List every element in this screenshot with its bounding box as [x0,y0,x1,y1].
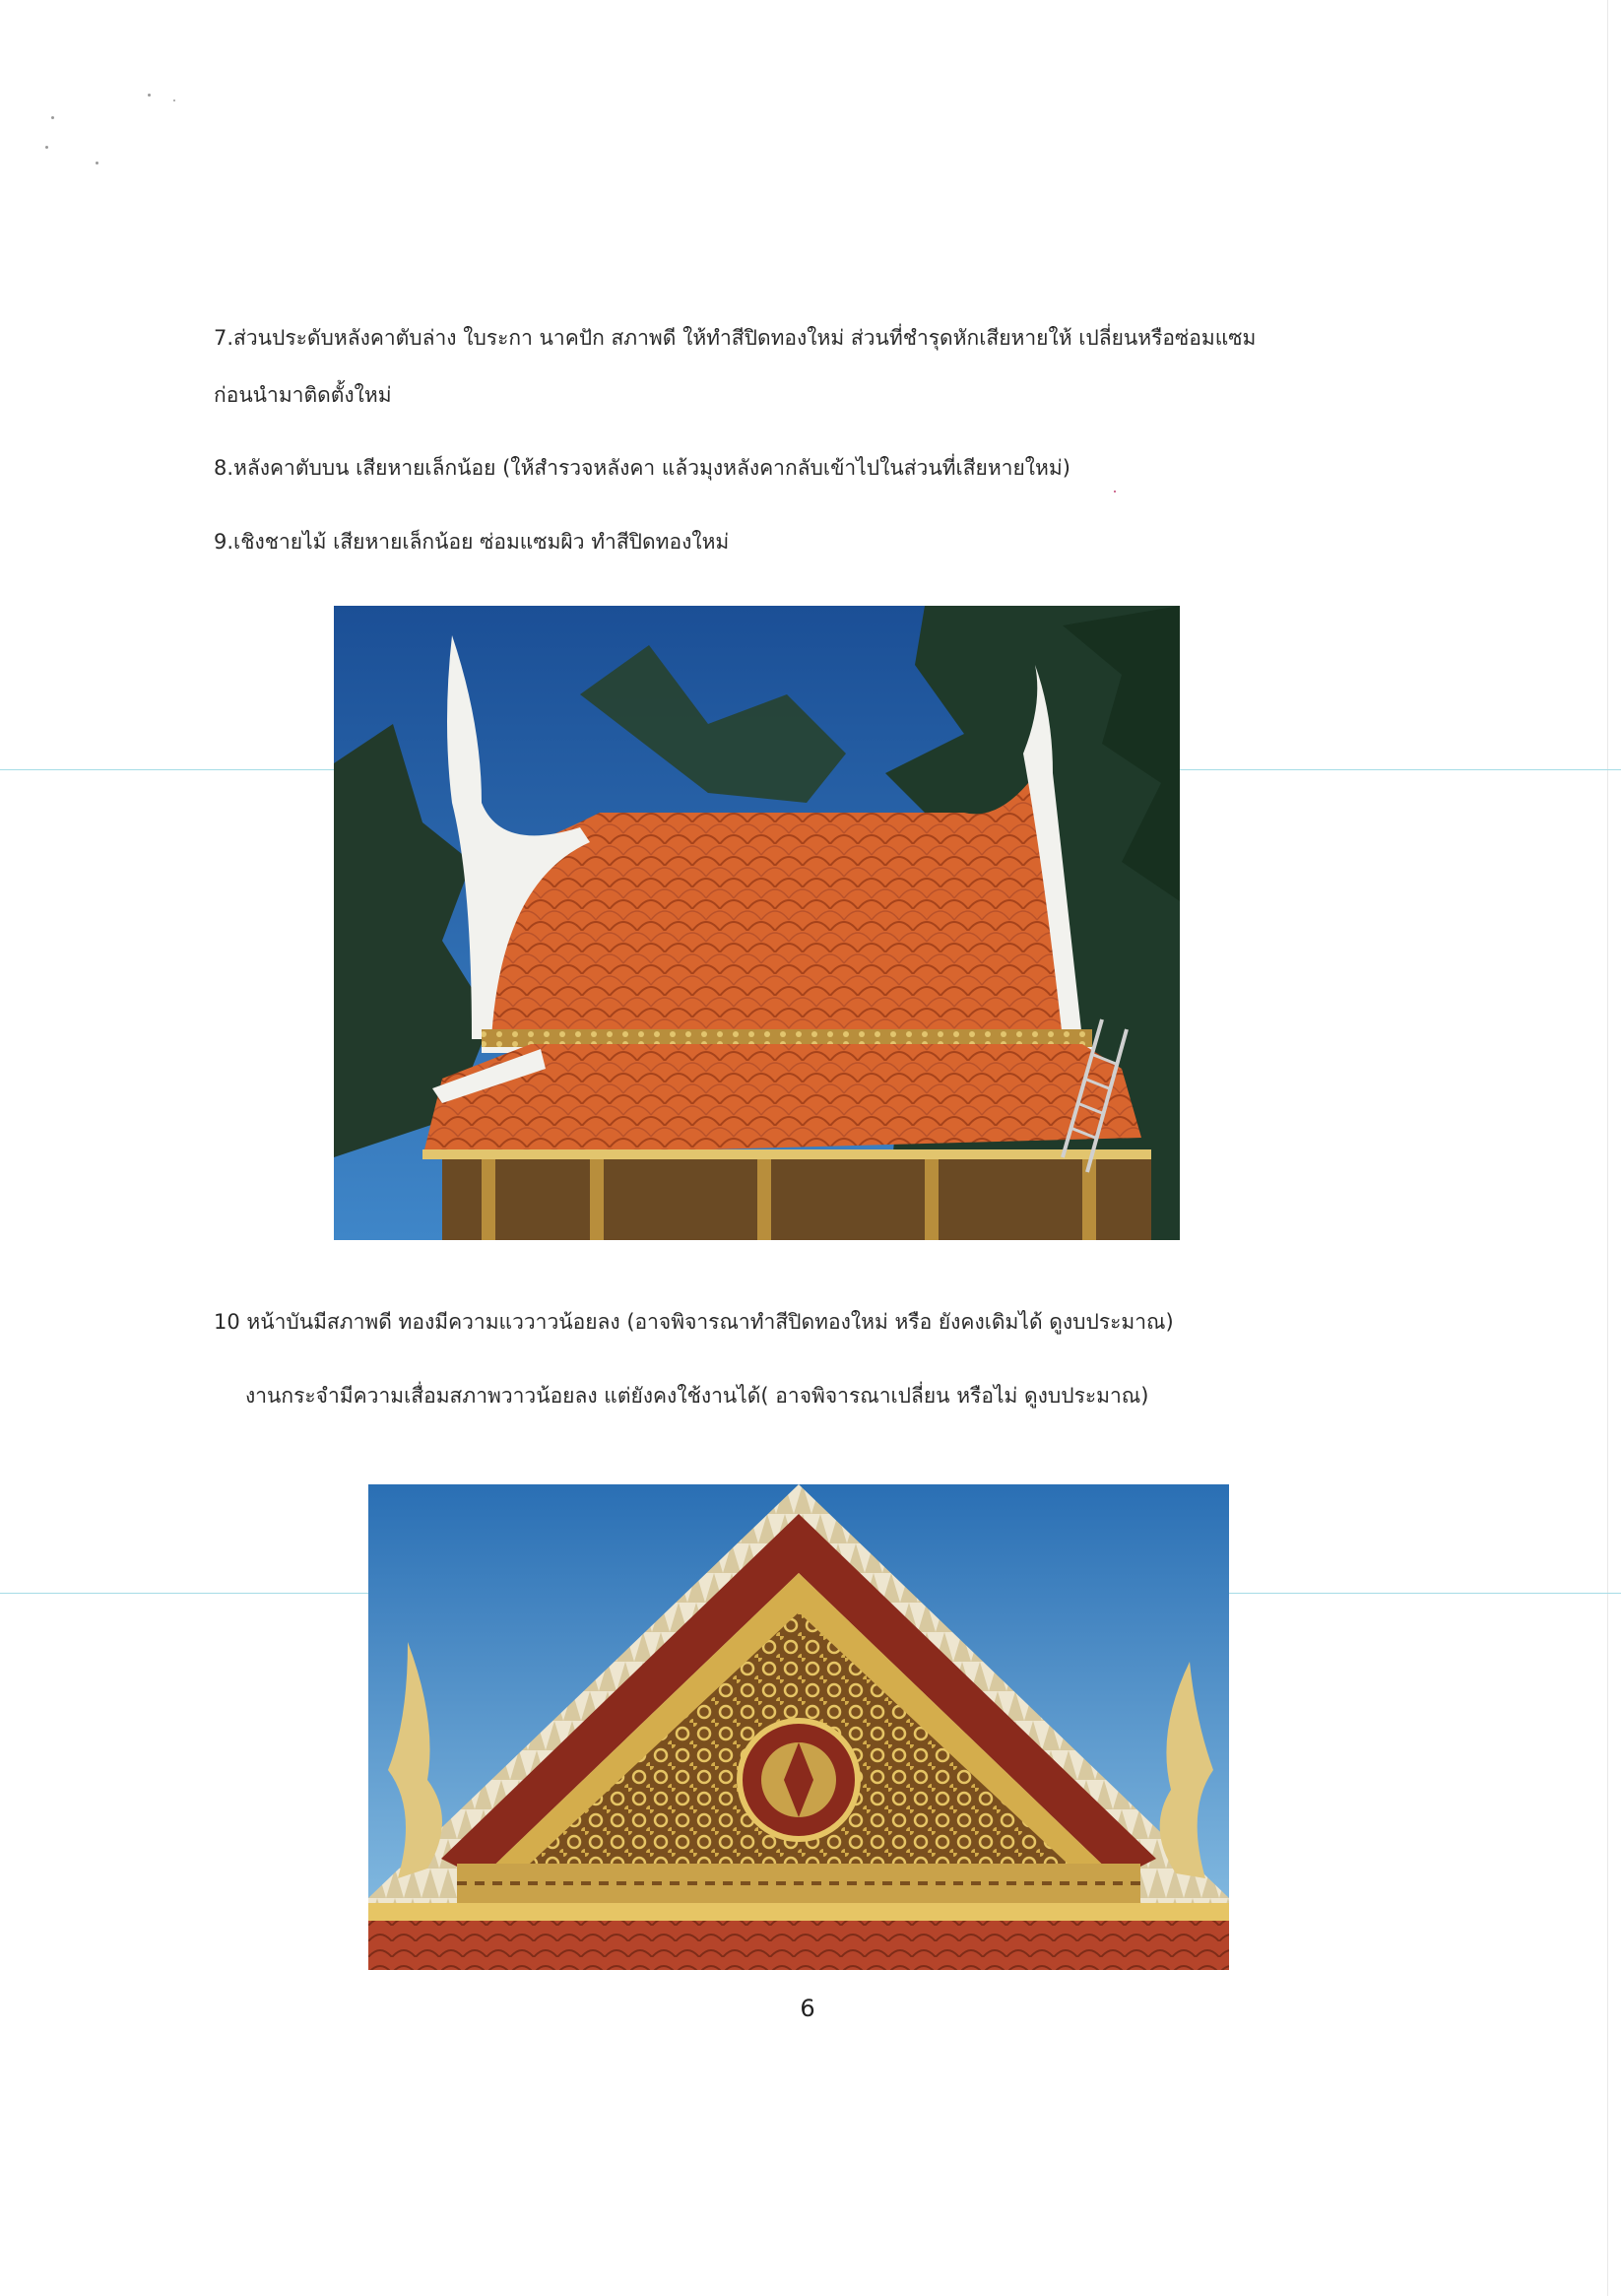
paragraph-item-8: 8.หลังคาตับบน เสียหายเล็กน้อย (ให้สำรวจหลังคา แล้วมุงหลังคากลับเข้าไปในส่วนที่เสียหายใหม่) [214,456,1070,480]
paragraph-item-9: 9.เชิงชายไม้ เสียหายเล็กน้อย ซ่อมแซมผิว ทำสีปิดทองใหม่ [214,530,730,554]
scan-speck [51,116,54,119]
roof-photo [334,606,1180,1240]
scan-speck [45,146,48,149]
paragraph-item-7-line-1: 7.ส่วนประดับหลังคาตับล่าง ใบระกา นาคปัก สภาพดี ให้ทำสีปิดทองใหม่ ส่วนที่ชำรุดหักเสียหายให้ เปลี่ยนหรือซ่อมแซม [214,326,1257,350]
scan-speck [96,162,98,164]
scan-speck [1114,491,1116,492]
gable-photo-illustration [368,1484,1229,1970]
gable-photo [368,1484,1229,1970]
scan-speck [173,99,175,101]
page-number: 6 [800,1995,815,2022]
paragraph-item-7-line-2: ก่อนนำมาติดตั้งใหม่ [214,383,392,407]
page-edge [1607,0,1608,2296]
scan-speck [148,94,151,97]
roof-photo-illustration [334,606,1180,1240]
paragraph-item-10: 10 หน้าบันมีสภาพดี ทองมีความแววาวน้อยลง (อาจพิจารณาทำสีปิดทองใหม่ หรือ ยังคงเดิมได้ ดูงบประมาณ) [214,1310,1174,1334]
paragraph-item-10-note: งานกระจำมีความเสื่อมสภาพวาวน้อยลง แต่ยังคงใช้งานได้( อาจพิจารณาเปลี่ยน หรือไม่ ดูงบประมาณ) [245,1384,1149,1408]
